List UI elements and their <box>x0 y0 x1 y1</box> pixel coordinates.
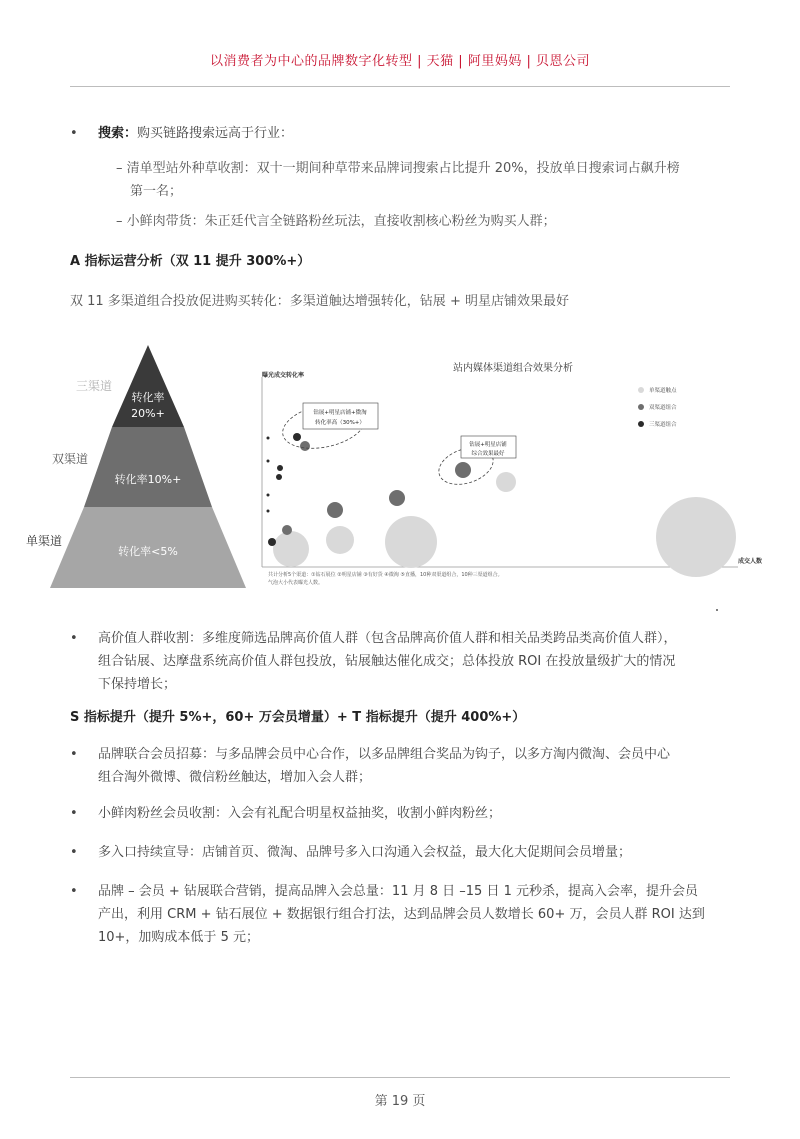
search-sub1-line1: – 清单型站外种草收割：双十一期间种草带来品牌词搜索占比提升 20%，投放单日搜索词占飙升榜 <box>116 161 680 176</box>
page-header: 以消费者为中心的品牌数字化转型 | 天猫 | 阿里妈妈 | 贝恩公司 <box>210 54 590 69</box>
a-indicator-heading: A 指标运营分析（双 11 提升 300%+） <box>70 254 311 269</box>
x-axis-label: 成交人数 <box>738 558 763 565</box>
list-item-line1: 品牌联合会员招募：与多品牌会员中心合作，以多品牌组合奖品为钩子，以多方淘内微淘、会员中心 <box>98 747 671 762</box>
list-item-line2: 组合淘外微博、微信粉丝触达，增加入会人群； <box>98 770 372 785</box>
bubble-single-5 <box>656 497 736 577</box>
bubble-triple-3 <box>276 474 282 480</box>
high-value-bullet-item <box>70 627 730 699</box>
pyramid-bottom-label: 转化率<5% <box>118 545 178 558</box>
bubble-triple-4 <box>268 538 276 546</box>
list-item-line1: 品牌 – 会员 + 钻展联合营销，提高品牌入会总量：11 月 8 日 –15 日 1 元秒杀，提高入会率，提升会员 <box>98 884 698 899</box>
figure <box>0 335 800 620</box>
list-item-line3: 10+，加购成本低于 5 元； <box>98 930 259 945</box>
search-sub1-line2: 第一名； <box>130 184 183 199</box>
bubble-single-4 <box>496 472 516 492</box>
bullet-dot: • <box>70 845 78 860</box>
bubble-triple-8 <box>267 510 270 513</box>
st-indicator-heading: S 指标提升（提升 5%+，60+ 万会员增量）+ T 指标提升（提升 400%+） <box>70 710 526 725</box>
high-value-line3: 下保持增长； <box>98 677 177 692</box>
list-item-line1: 小鲜肉粉丝会员收割：入会有礼配合明星权益抽奖，收割小鲜肉粉丝； <box>98 806 502 821</box>
annotation-1-line2: 转化率高（30%+） <box>315 420 365 426</box>
bubble-triple-7 <box>267 494 270 497</box>
header-divider <box>70 86 730 87</box>
search-label: 搜索： <box>98 126 138 141</box>
bubble-triple-6 <box>267 460 270 463</box>
bubble-single-1 <box>273 531 309 567</box>
chart-note-line2: 气泡大小代表曝光人数。 <box>268 580 324 586</box>
annotation-1-line1: 钻展+明星店铺+微淘 <box>313 410 367 416</box>
bullet-dot: • <box>70 806 78 821</box>
bullet-dot: • <box>70 884 78 899</box>
bullet-dot: • <box>70 747 78 762</box>
list-item-line1: 多入口持续宣导：店铺首页、微淘、品牌号多入口沟通入会权益，最大化大促期间会员增量； <box>98 845 632 860</box>
pyramid-middle-label: 转化率10%+ <box>114 473 182 486</box>
high-value-line1: 高价值人群收割：多维度筛选品牌高价值人群（包含品牌高价值人群和相关品类跨品类高价值人群）， <box>98 631 677 646</box>
bullet-dot: • <box>70 631 78 646</box>
bubble-triple-5 <box>267 437 270 440</box>
legend-label-double: 双渠道组合 <box>649 405 677 411</box>
footer-divider <box>70 1077 730 1078</box>
chart-note-line1: 共计分析5个渠道：①钻石展位 ②明星店铺 ③有好货 ④微淘 ⑤直播，10种双渠道组合，10种三渠道组合。 <box>268 572 503 578</box>
legend-label-triple: 三渠道组合 <box>649 422 677 428</box>
annotation-2-line1: 钻展+明星店铺 <box>469 442 507 448</box>
list-item <box>70 743 730 791</box>
bubble-double-1 <box>455 462 471 478</box>
y-axis-label: 曝光成交转化率 <box>262 372 305 379</box>
legend-label-single: 单渠道触点 <box>649 388 677 394</box>
legend-swatch-double <box>638 404 644 410</box>
pyramid-top-label-line1: 转化率 <box>131 391 165 404</box>
legend-swatch-triple <box>638 421 644 427</box>
search-sub2: – 小鲜肉带货：朱正廷代言全链路粉丝玩法，直接收割核心粉丝为购买人群； <box>116 214 556 229</box>
a-indicator-paragraph: 双 11 多渠道组合投放促进购买转化：多渠道触达增强转化，钻展 + 明星店铺效果最好 <box>70 294 569 309</box>
bubble-triple-2 <box>277 465 283 471</box>
pyramid-top-label-line2: 20%+ <box>131 407 165 420</box>
pyramid-side-label-two: 双渠道 <box>52 452 89 466</box>
page-number: 第 19 页 <box>374 1094 426 1109</box>
pyramid-side-label-one: 单渠道 <box>26 534 63 548</box>
bullet-dot: • <box>70 126 78 141</box>
pyramid-side-label-three: 三渠道 <box>76 379 113 393</box>
bubble-triple-1 <box>293 433 301 441</box>
list-item <box>70 802 730 826</box>
list-item <box>70 880 730 952</box>
high-value-line2: 组合钻展、达摩盘系统高价值人群包投放，钻展触达催化成交；总体投放 ROI 在投放量级扩大的情况 <box>98 654 676 669</box>
list-item-line2: 产出，利用 CRM + 钻石展位 + 数据银行组合打法，达到品牌会员人数增长 60+ 万，会员人群 ROI 达到 <box>98 907 705 922</box>
legend-swatch-single <box>638 387 644 393</box>
conversion-pyramid <box>26 345 246 588</box>
decorative-dot <box>716 609 718 611</box>
annotation-2-line2: 综合效果最好 <box>471 451 505 457</box>
bubble-double-2 <box>389 490 405 506</box>
chart-title: 站内媒体渠道组合效果分析 <box>453 363 573 374</box>
bubble-chart <box>262 361 762 611</box>
search-sub1 <box>116 157 736 203</box>
bubble-double-4 <box>282 525 292 535</box>
search-text: 购买链路搜索远高于行业： <box>137 126 294 141</box>
list-item <box>70 841 730 865</box>
bubble-double-3 <box>327 502 343 518</box>
bubble-single-2 <box>326 526 354 554</box>
bubble-single-3 <box>385 516 437 568</box>
search-bullet-item <box>70 122 730 146</box>
bubble-double-5 <box>300 441 310 451</box>
pyramid-middle-tier <box>84 427 212 507</box>
